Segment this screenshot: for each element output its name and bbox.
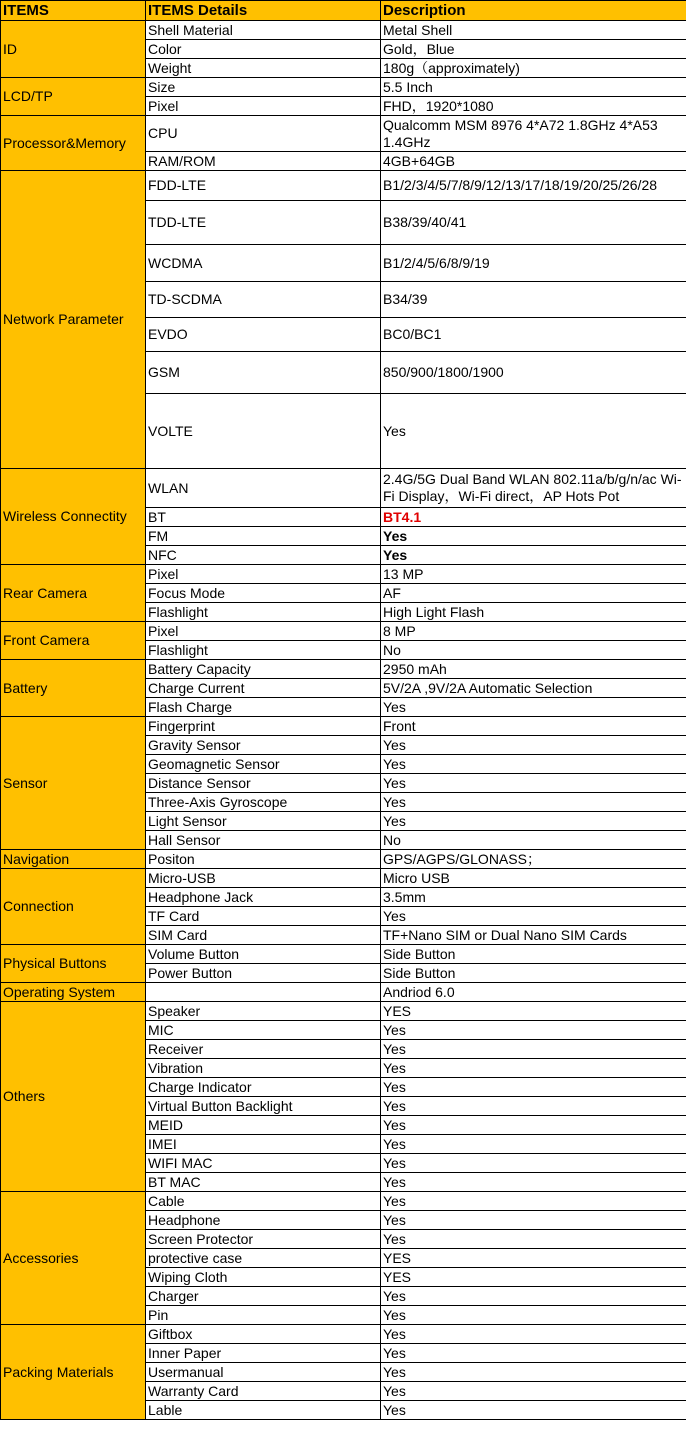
item-detail: MEID xyxy=(146,1116,381,1135)
item-detail: Positon xyxy=(146,850,381,869)
item-description: 2950 mAh xyxy=(381,660,686,679)
item-detail: EVDO xyxy=(146,318,381,352)
item-detail: Wiping Cloth xyxy=(146,1268,381,1287)
item-description: Yes xyxy=(381,1059,686,1078)
item-description: Yes xyxy=(381,1306,686,1325)
item-detail: Pixel xyxy=(146,565,381,584)
item-description: Yes xyxy=(381,1401,686,1420)
item-detail: Size xyxy=(146,78,381,97)
item-detail: BT xyxy=(146,508,381,527)
item-description: No xyxy=(381,641,686,660)
item-description: GPS/AGPS/GLONASS； xyxy=(381,850,686,869)
item-detail: Giftbox xyxy=(146,1325,381,1344)
item-detail: Warranty Card xyxy=(146,1382,381,1401)
item-detail: protective case xyxy=(146,1249,381,1268)
item-description: High Light Flash xyxy=(381,603,686,622)
category-processor-memory: Processor&Memory xyxy=(1,116,146,171)
item-detail: Gravity Sensor xyxy=(146,736,381,755)
item-detail: TD-SCDMA xyxy=(146,282,381,318)
item-description: Side Button xyxy=(381,964,686,983)
item-description: Qualcomm MSM 8976 4*A72 1.8GHz 4*A53 1.4GHz xyxy=(381,116,686,152)
category-network-parameter: Network Parameter xyxy=(1,171,146,469)
table-row xyxy=(1,116,686,152)
item-description: YES xyxy=(381,1002,686,1021)
item-detail: Three-Axis Gyroscope xyxy=(146,793,381,812)
item-description: Yes xyxy=(381,1287,686,1306)
item-detail: SIM Card xyxy=(146,926,381,945)
item-description: Andriod 6.0 xyxy=(381,983,686,1002)
table-row xyxy=(1,850,686,869)
item-detail: Lable xyxy=(146,1401,381,1420)
item-detail: Shell Material xyxy=(146,21,381,40)
category-lcd-tp: LCD/TP xyxy=(1,78,146,116)
table-row xyxy=(1,945,686,964)
item-description: Yes xyxy=(381,1344,686,1363)
item-description: Metal Shell xyxy=(381,21,686,40)
item-detail: Weight xyxy=(146,59,381,78)
item-detail: Headphone Jack xyxy=(146,888,381,907)
item-description: Yes xyxy=(381,774,686,793)
item-description: Yes xyxy=(381,1173,686,1192)
item-description: YES xyxy=(381,1268,686,1287)
item-description: 5V/2A ,9V/2A Automatic Selection xyxy=(381,679,686,698)
item-description: Yes xyxy=(381,793,686,812)
item-detail: FM xyxy=(146,527,381,546)
header-items-details: ITEMS Details xyxy=(146,1,381,21)
table-row xyxy=(1,622,686,641)
item-description: Yes xyxy=(381,1078,686,1097)
category-sensor: Sensor xyxy=(1,717,146,850)
header-row xyxy=(1,1,686,21)
category-connection: Connection xyxy=(1,869,146,945)
item-detail: Usermanual xyxy=(146,1363,381,1382)
item-detail: Charge Indicator xyxy=(146,1078,381,1097)
item-description: Yes xyxy=(381,394,686,469)
item-detail: Color xyxy=(146,40,381,59)
item-description: Yes xyxy=(381,1211,686,1230)
item-description: Yes xyxy=(381,736,686,755)
item-detail: Charger xyxy=(146,1287,381,1306)
item-detail: Pixel xyxy=(146,622,381,641)
item-description: Yes xyxy=(381,546,686,565)
item-detail: Charge Current xyxy=(146,679,381,698)
category-operating-system: Operating System xyxy=(1,983,146,1002)
item-description: 5.5 Inch xyxy=(381,78,686,97)
item-description: BT4.1 xyxy=(381,508,686,527)
table-row xyxy=(1,1002,686,1021)
item-description: Yes xyxy=(381,755,686,774)
table-row xyxy=(1,1325,686,1344)
item-description: Yes xyxy=(381,1230,686,1249)
item-detail: Pin xyxy=(146,1306,381,1325)
item-detail: Flashlight xyxy=(146,603,381,622)
item-description: Yes xyxy=(381,527,686,546)
item-detail: MIC xyxy=(146,1021,381,1040)
category-id: ID xyxy=(1,21,146,78)
item-detail: Distance Sensor xyxy=(146,774,381,793)
item-detail: TF Card xyxy=(146,907,381,926)
category-physical-buttons: Physical Buttons xyxy=(1,945,146,983)
table-row xyxy=(1,869,686,888)
category-rear-camera: Rear Camera xyxy=(1,565,146,622)
item-detail: Battery Capacity xyxy=(146,660,381,679)
item-description: 8 MP xyxy=(381,622,686,641)
item-description: B1/2/4/5/6/8/9/19 xyxy=(381,245,686,282)
item-detail: Vibration xyxy=(146,1059,381,1078)
category-others: Others xyxy=(1,1002,146,1192)
item-detail: Inner Paper xyxy=(146,1344,381,1363)
item-description: AF xyxy=(381,584,686,603)
category-wireless-connectity: Wireless Connectity xyxy=(1,469,146,565)
item-detail: FDD-LTE xyxy=(146,171,381,201)
table-row xyxy=(1,171,686,201)
item-detail: WIFI MAC xyxy=(146,1154,381,1173)
category-navigation: Navigation xyxy=(1,850,146,869)
category-packing-materials: Packing Materials xyxy=(1,1325,146,1420)
item-description: 850/900/1800/1900 xyxy=(381,352,686,394)
item-detail: Speaker xyxy=(146,1002,381,1021)
item-description: Yes xyxy=(381,698,686,717)
item-detail: BT MAC xyxy=(146,1173,381,1192)
item-detail: Hall Sensor xyxy=(146,831,381,850)
item-description: Yes xyxy=(381,1192,686,1211)
item-description: BC0/BC1 xyxy=(381,318,686,352)
item-detail: Receiver xyxy=(146,1040,381,1059)
item-detail: TDD-LTE xyxy=(146,201,381,245)
item-description: B38/39/40/41 xyxy=(381,201,686,245)
item-description: Yes xyxy=(381,1363,686,1382)
item-detail: Headphone xyxy=(146,1211,381,1230)
item-description: TF+Nano SIM or Dual Nano SIM Cards xyxy=(381,926,686,945)
item-detail: Flashlight xyxy=(146,641,381,660)
item-detail: Micro-USB xyxy=(146,869,381,888)
item-detail: VOLTE xyxy=(146,394,381,469)
table-row xyxy=(1,983,686,1002)
header-description: Description xyxy=(381,1,686,21)
item-description: FHD，1920*1080 xyxy=(381,97,686,116)
item-description: Yes xyxy=(381,1021,686,1040)
item-detail: CPU xyxy=(146,116,381,152)
item-description: Yes xyxy=(381,1154,686,1173)
spec-body xyxy=(1,21,686,1420)
item-description: Yes xyxy=(381,1382,686,1401)
table-row xyxy=(1,717,686,736)
item-detail: Power Button xyxy=(146,964,381,983)
item-detail: WCDMA xyxy=(146,245,381,282)
item-description: 180g（approximately) xyxy=(381,59,686,78)
category-battery: Battery xyxy=(1,660,146,717)
item-detail: GSM xyxy=(146,352,381,394)
item-description: 13 MP xyxy=(381,565,686,584)
table-row xyxy=(1,21,686,40)
table-row xyxy=(1,565,686,584)
header-items: ITEMS xyxy=(1,1,146,21)
item-detail: IMEI xyxy=(146,1135,381,1154)
item-description: B1/2/3/4/5/7/8/9/12/13/17/18/19/20/25/26/28 xyxy=(381,171,686,201)
item-description: 4GB+64GB xyxy=(381,152,686,171)
item-description: No xyxy=(381,831,686,850)
item-detail: Pixel xyxy=(146,97,381,116)
table-row xyxy=(1,469,686,508)
item-detail: Light Sensor xyxy=(146,812,381,831)
item-description: Yes xyxy=(381,1097,686,1116)
item-detail: RAM/ROM xyxy=(146,152,381,171)
item-detail: Fingerprint xyxy=(146,717,381,736)
item-description: Gold，Blue xyxy=(381,40,686,59)
item-detail xyxy=(146,983,381,1002)
item-detail: NFC xyxy=(146,546,381,565)
item-detail: WLAN xyxy=(146,469,381,508)
item-detail: Focus Mode xyxy=(146,584,381,603)
item-description: Micro USB xyxy=(381,869,686,888)
item-description: Yes xyxy=(381,1116,686,1135)
item-description: YES xyxy=(381,1249,686,1268)
item-detail: Geomagnetic Sensor xyxy=(146,755,381,774)
item-detail: Screen Protector xyxy=(146,1230,381,1249)
table-row xyxy=(1,1192,686,1211)
item-description: Side Button xyxy=(381,945,686,964)
item-description: Yes xyxy=(381,907,686,926)
item-detail: Cable xyxy=(146,1192,381,1211)
item-detail: Volume Button xyxy=(146,945,381,964)
item-description: Yes xyxy=(381,1325,686,1344)
table-row xyxy=(1,78,686,97)
item-description: 3.5mm xyxy=(381,888,686,907)
item-description: Yes xyxy=(381,1135,686,1154)
item-description: B34/39 xyxy=(381,282,686,318)
item-description: Yes xyxy=(381,1040,686,1059)
item-description: Yes xyxy=(381,812,686,831)
item-description: 2.4G/5G Dual Band WLAN 802.11a/b/g/n/ac Wi-Fi Display，Wi-Fi direct，AP Hots Pot xyxy=(381,469,686,508)
item-detail: Virtual Button Backlight xyxy=(146,1097,381,1116)
item-detail: Flash Charge xyxy=(146,698,381,717)
table-row xyxy=(1,660,686,679)
category-front-camera: Front Camera xyxy=(1,622,146,660)
item-description: Front xyxy=(381,717,686,736)
category-accessories: Accessories xyxy=(1,1192,146,1325)
